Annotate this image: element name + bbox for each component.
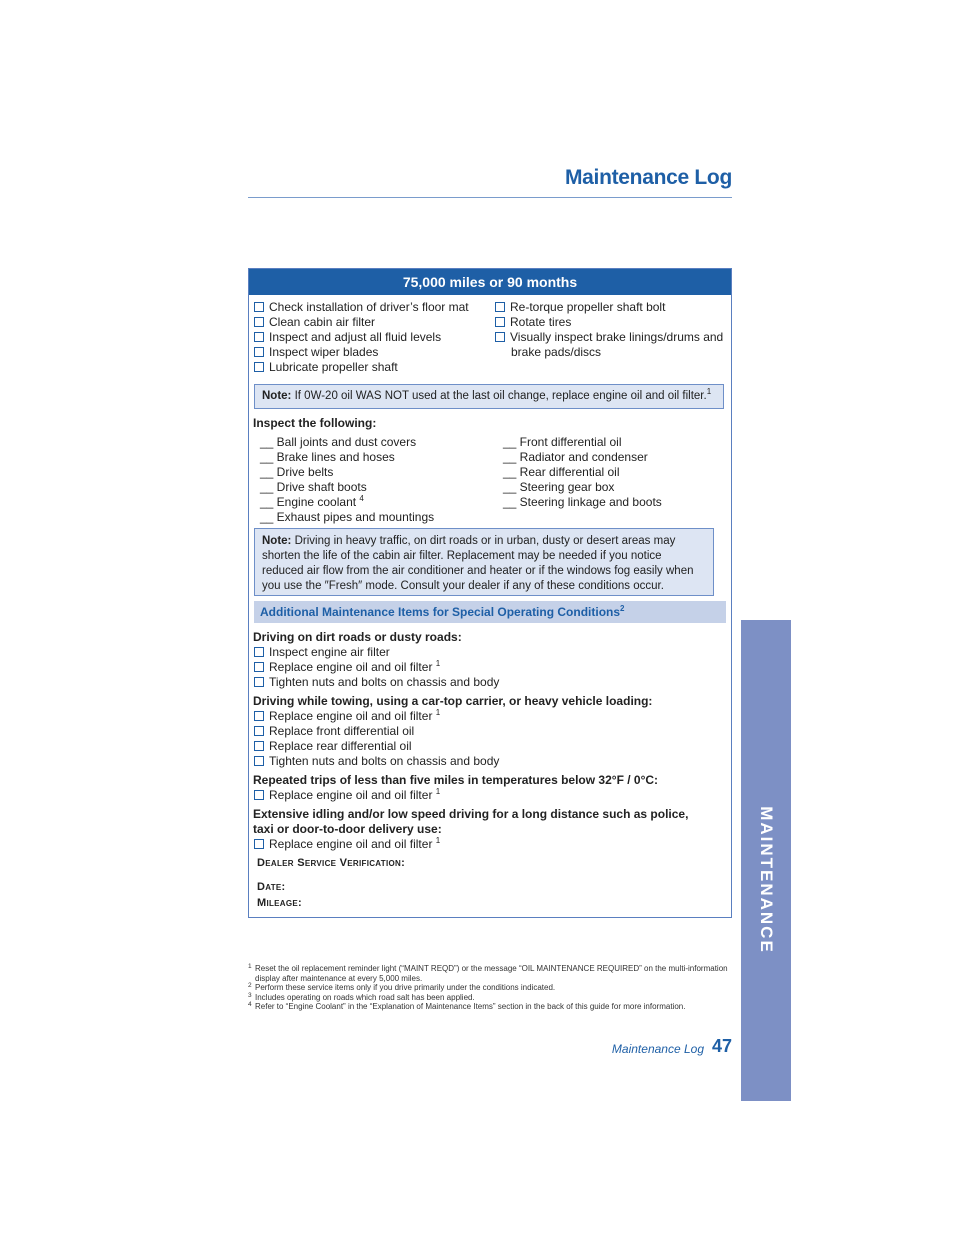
checkbox-icon[interactable] bbox=[254, 711, 264, 721]
checkbox-icon[interactable] bbox=[495, 332, 505, 342]
maintenance-side-tab bbox=[741, 620, 791, 1101]
checkbox-icon[interactable] bbox=[495, 317, 505, 327]
side-tab-label: MAINTENANCE bbox=[757, 805, 776, 954]
date-label: Date: bbox=[257, 881, 286, 893]
condition-label: Extensive idling and/or low speed driving for a long distance such as police, taxi or door-to-door delivery use: bbox=[253, 807, 689, 836]
page-title: Maintenance Log bbox=[564, 166, 732, 189]
checkbox-icon[interactable] bbox=[254, 302, 264, 312]
inspect-item: __ Brake lines and hoses bbox=[260, 450, 395, 464]
footnote: 1 Reset the oil replacement reminder light (“MAINT REQD”) or the message “OIL MAINTENANCE REQUIRED” on the multi-information display after maintenance at every 5,000 miles. bbox=[248, 963, 728, 983]
page-number: 47 bbox=[712, 1036, 733, 1056]
footnote: 4 Refer to “Engine Coolant” in the “Explanation of Maintenance Items” section in the back of this guide for more information. bbox=[248, 1001, 686, 1011]
checklist-item[interactable]: Tighten nuts and bolts on chassis and body bbox=[254, 675, 499, 690]
checkbox-icon[interactable] bbox=[254, 317, 264, 327]
checkbox-icon[interactable] bbox=[254, 790, 264, 800]
checklist-item[interactable]: Replace engine oil and oil filter $^1$ bbox=[254, 709, 440, 724]
checkbox-icon[interactable] bbox=[254, 347, 264, 357]
cabin-filter-note: Note: Driving in heavy traffic, on dirt roads or in urban, dusty or desert areas may shorten the life of the cabin air filter. Replacement may be needed if you notice reduced air flow from the air conditioner and heater or if the windows fog easily when you use the ″Fresh″ mode. Consult your dealer if any of these conditions occur. bbox=[254, 528, 714, 596]
checklist-item[interactable]: Inspect wiper blades bbox=[254, 345, 378, 360]
checklist-item[interactable]: Check installation of driver’s floor mat bbox=[254, 300, 469, 315]
checklist-item[interactable]: Clean cabin air filter bbox=[254, 315, 375, 330]
checkbox-icon[interactable] bbox=[495, 302, 505, 312]
checklist-item[interactable]: Replace engine oil and oil filter $^1$ bbox=[254, 660, 440, 675]
condition-label: Driving while towing, using a car-top carrier, or heavy vehicle loading: bbox=[253, 694, 653, 708]
footnote: 3 Includes operating on roads which road salt has been applied. bbox=[248, 991, 475, 1002]
checkbox-icon[interactable] bbox=[254, 756, 264, 766]
checkbox-icon[interactable] bbox=[254, 332, 264, 342]
checkbox-icon[interactable] bbox=[254, 362, 264, 372]
inspect-label: Inspect the following: bbox=[253, 416, 377, 430]
inspect-item: __ Exhaust pipes and mountings bbox=[260, 510, 435, 524]
interval-header: 75,000 miles or 90 months bbox=[249, 269, 731, 295]
footnotes bbox=[248, 964, 732, 1012]
inspect-item: __ Rear differential oil bbox=[503, 465, 620, 479]
inspect-item: __ Engine coolant $^4$ bbox=[260, 494, 364, 509]
checklist-item[interactable]: Replace rear differential oil bbox=[254, 739, 412, 754]
checklist-item[interactable]: Replace front differential oil bbox=[254, 724, 414, 739]
inspect-item: __ Radiator and condenser bbox=[503, 450, 648, 464]
inspect-item: __ Drive belts bbox=[260, 465, 334, 479]
checklist-item[interactable]: Re-torque propeller shaft bolt bbox=[495, 300, 665, 315]
footer-section-label: Maintenance Log bbox=[611, 1042, 704, 1056]
inspect-item: __ Front differential oil bbox=[503, 435, 622, 449]
checklist-item[interactable]: Replace engine oil and oil filter $^1$ bbox=[254, 788, 440, 803]
checklist-item[interactable]: Tighten nuts and bolts on chassis and body bbox=[254, 754, 499, 769]
additional-items-bar: Additional Maintenance Items for Special Operating Conditions$^2$ bbox=[254, 601, 726, 623]
inspect-item: __ Steering gear box bbox=[503, 480, 615, 494]
checkbox-icon[interactable] bbox=[254, 839, 264, 849]
checklist-item[interactable]: Rotate tires bbox=[495, 315, 571, 330]
checkbox-icon[interactable] bbox=[254, 726, 264, 736]
inspect-item: __ Ball joints and dust covers bbox=[260, 435, 417, 449]
title-divider bbox=[248, 197, 732, 198]
condition-label: Repeated trips of less than five miles in temperatures below 32°F / 0°C: bbox=[253, 773, 659, 787]
inspect-item: __ Steering linkage and boots bbox=[503, 495, 662, 509]
dealer-verification-label: Dealer Service Verification: bbox=[257, 857, 406, 869]
oil-note: Note: If 0W-20 oil WAS NOT used at the last oil change, replace engine oil and oil filter.$^1$ bbox=[254, 384, 724, 409]
footnote: 2 Perform these service items only if you drive primarily under the conditions indicated. bbox=[248, 982, 556, 992]
mileage-label: Mileage: bbox=[257, 897, 303, 909]
checklist-item[interactable]: Inspect and adjust all fluid levels bbox=[254, 330, 441, 345]
inspect-item: __ Drive shaft boots bbox=[260, 480, 367, 494]
checkbox-icon[interactable] bbox=[254, 741, 264, 751]
checklist-item[interactable]: Inspect engine air filter bbox=[254, 645, 390, 660]
checkbox-icon[interactable] bbox=[254, 662, 264, 672]
checklist-item[interactable]: Lubricate propeller shaft bbox=[254, 360, 398, 375]
maintenance-log-box bbox=[248, 268, 732, 918]
condition-label: Driving on dirt roads or dusty roads: bbox=[253, 630, 462, 644]
checklist-item[interactable]: Visually inspect brake linings/drums and brake pads/discs bbox=[495, 330, 727, 360]
checkbox-icon[interactable] bbox=[254, 677, 264, 687]
checklist-item[interactable]: Replace engine oil and oil filter $^1$ bbox=[254, 837, 440, 852]
checkbox-icon[interactable] bbox=[254, 647, 264, 657]
